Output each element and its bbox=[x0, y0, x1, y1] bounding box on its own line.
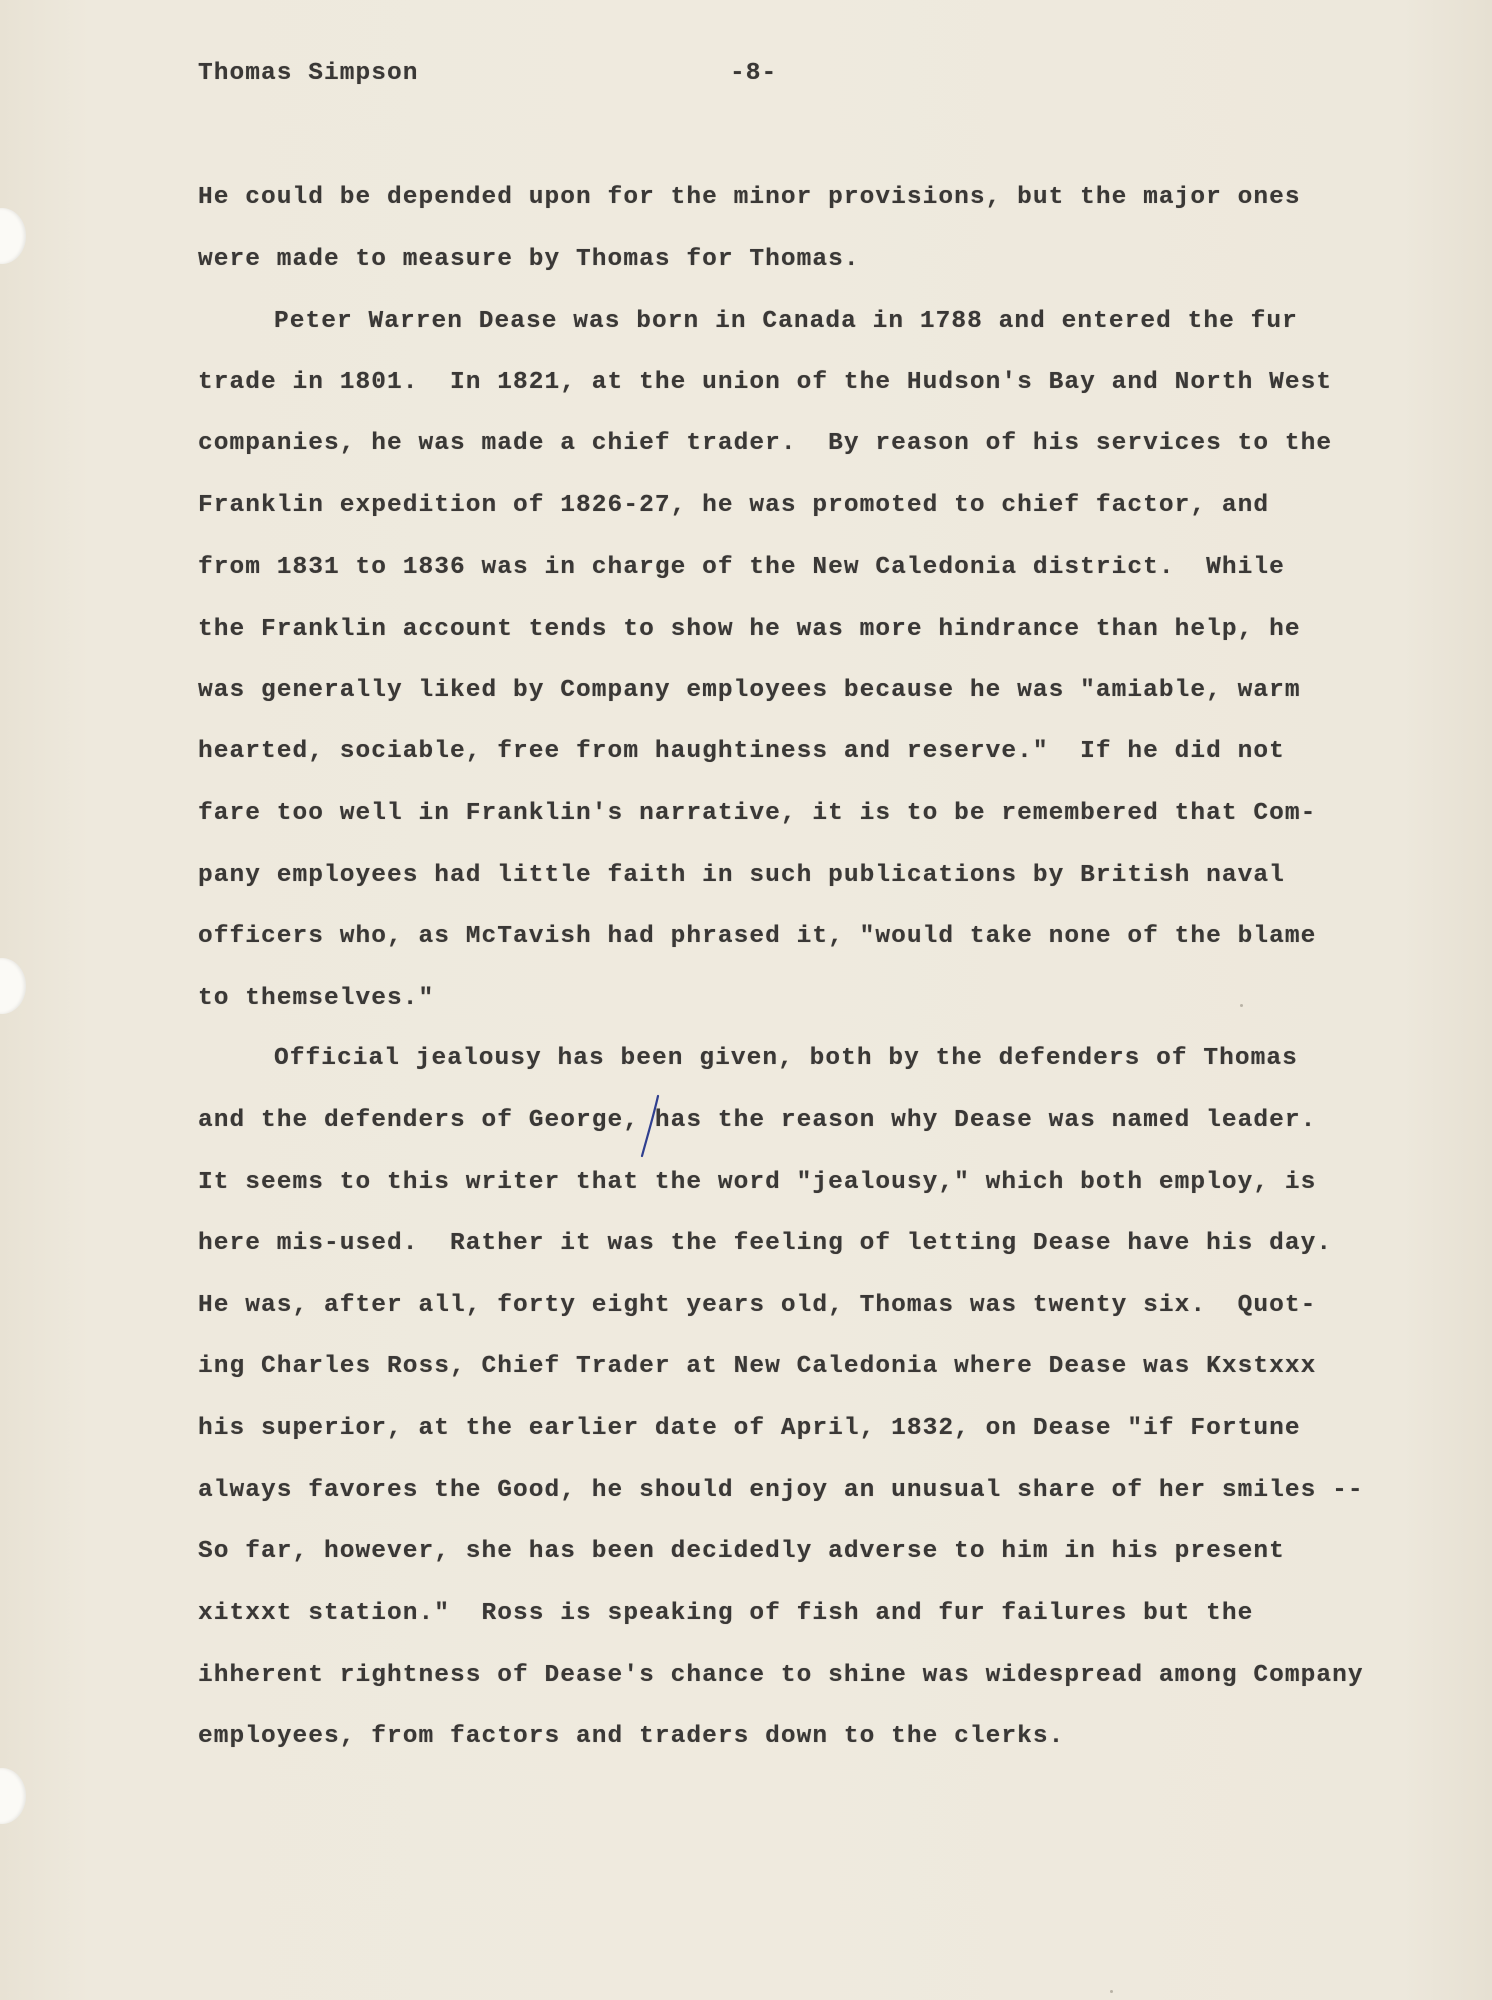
body-line: companies, he was made a chief trader. By reason of his services to the bbox=[198, 430, 1333, 457]
body-line: the Franklin account tends to show he was more hindrance than help, he bbox=[198, 616, 1301, 643]
body-line: pany employees had little faith in such publications by British naval bbox=[198, 862, 1285, 889]
body-line: He was, after all, forty eight years old, Thomas was twenty six. Quot- bbox=[198, 1292, 1317, 1319]
body-line: trade in 1801. In 1821, at the union of the Hudson's Bay and North West bbox=[198, 369, 1333, 396]
handwritten-correction-slash bbox=[636, 1094, 666, 1158]
body-line: from 1831 to 1836 was in charge of the New Caledonia district. While bbox=[198, 554, 1285, 581]
binder-hole-middle bbox=[0, 958, 26, 1014]
body-line: his superior, at the earlier date of April, 1832, on Dease "if Fortune bbox=[198, 1415, 1301, 1442]
paper-speck bbox=[1110, 1990, 1113, 1993]
body-line: xitxxt station." Ross is speaking of fish and fur failures but the bbox=[198, 1600, 1254, 1627]
body-line: Franklin expedition of 1826-27, he was promoted to chief factor, and bbox=[198, 492, 1270, 519]
body-line: ing Charles Ross, Chief Trader at New Caledonia where Dease was Kxstxxx bbox=[198, 1353, 1317, 1380]
body-line: was generally liked by Company employees because he was "amiable, warm bbox=[198, 677, 1301, 704]
binder-hole-bottom bbox=[0, 1768, 26, 1824]
body-line: He could be depended upon for the minor provisions, but the major ones bbox=[198, 184, 1301, 211]
body-line: fare too well in Franklin's narrative, it is to be remembered that Com- bbox=[198, 800, 1317, 827]
body-line: officers who, as McTavish had phrased it, "would take none of the blame bbox=[198, 923, 1317, 950]
binder-hole-top bbox=[0, 208, 26, 264]
body-line: were made to measure by Thomas for Thomas. bbox=[198, 246, 860, 273]
body-line: So far, however, she has been decidedly adverse to him in his present bbox=[198, 1538, 1285, 1565]
body-line: hearted, sociable, free from haughtiness and reserve." If he did not bbox=[198, 738, 1285, 765]
body-line: to themselves." bbox=[198, 985, 435, 1012]
page-number: -8- bbox=[730, 60, 778, 87]
paper-speck bbox=[1240, 1004, 1243, 1007]
body-line: here mis-used. Rather it was the feeling of letting Dease have his day. bbox=[198, 1230, 1333, 1257]
body-line: employees, from factors and traders down to the clerks. bbox=[198, 1723, 1065, 1750]
body-line: always favores the Good, he should enjoy an unusual share of her smiles -- bbox=[198, 1477, 1364, 1504]
body-line: ihherent rightness of Dease's chance to shine was widespread among Company bbox=[198, 1662, 1364, 1689]
body-line: Peter Warren Dease was born in Canada in 1788 and entered the fur bbox=[274, 308, 1298, 335]
body-line: Official jealousy has been given, both by the defenders of Thomas bbox=[274, 1045, 1298, 1072]
running-header-author: Thomas Simpson bbox=[198, 60, 419, 87]
body-line: and the defenders of George, has the reason why Dease was named leader. bbox=[198, 1107, 1317, 1134]
body-line: It seems to this writer that the word "jealousy," which both employ, is bbox=[198, 1169, 1317, 1196]
